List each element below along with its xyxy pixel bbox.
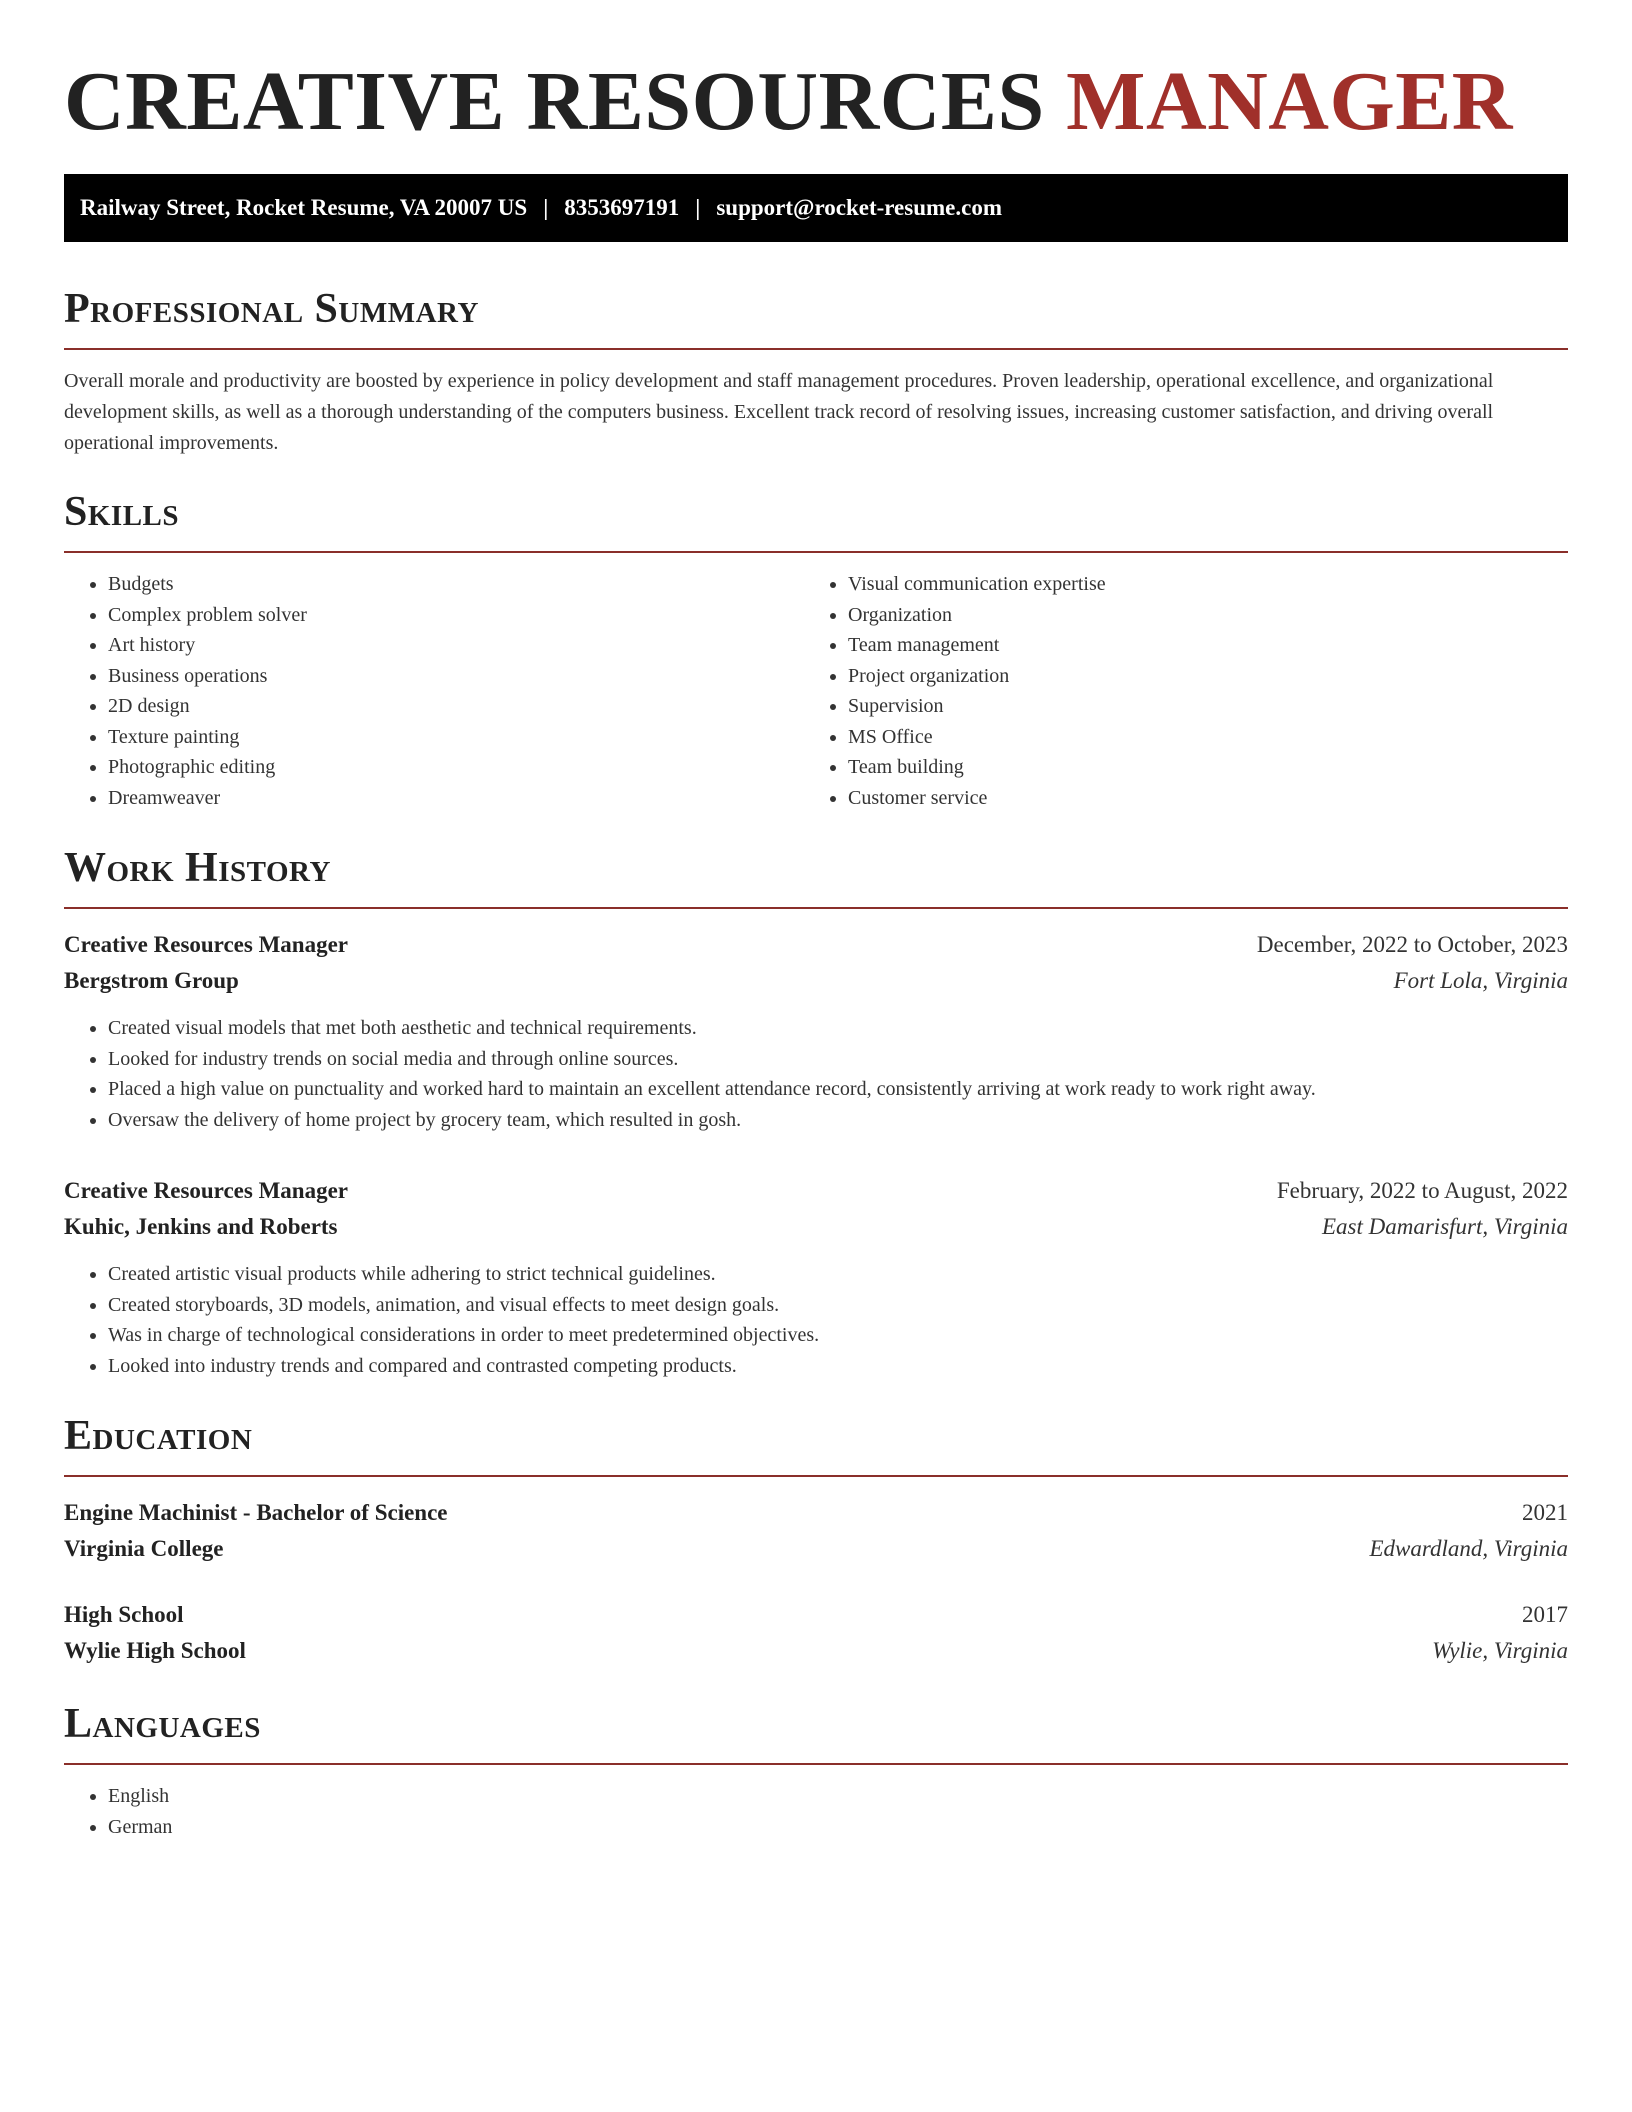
work-history-section xyxy=(64,843,1568,1381)
contact-email: support@rocket-resume.com xyxy=(716,195,1002,220)
summary-text: Overall morale and productivity are boosted by experience in policy development and staff management procedures. Proven leadership, operational excellence, and organizational development skills, as well as a thorough understanding of the computers business. Excellent track record of resolving issues, increasing customer satisfaction, and driving overall operational improvements. xyxy=(64,370,1494,454)
skill-item: • Art history xyxy=(108,630,804,661)
contact-bar xyxy=(64,174,1568,242)
job-title: Creative Resources Manager xyxy=(64,1178,349,1203)
skill-item: • MS Office xyxy=(848,722,1544,753)
job-bullet: • Placed a high value on punctuality and worked hard to maintain an excellent attendance record, consistently arriving at work ready to work right away. xyxy=(108,1074,1568,1105)
job-bullet: • Was in charge of technological considerations in order to meet predetermined objectives. xyxy=(108,1320,1568,1351)
education-section xyxy=(64,1411,1568,1669)
job-entry xyxy=(64,927,1568,1135)
skill-item: • Supervision xyxy=(848,691,1544,722)
job-dates: December, 2022 to October, 2023 xyxy=(1256,932,1568,957)
skill-item: • Visual communication expertise xyxy=(848,569,1544,600)
section-divider xyxy=(64,348,1568,350)
contact-separator: | xyxy=(543,195,549,220)
education-header-row xyxy=(64,1597,1568,1633)
language-item: • German xyxy=(108,1812,1568,1843)
skill-item: • Project organization xyxy=(848,661,1544,692)
education-year: 2021 xyxy=(1522,1500,1568,1525)
skills-columns xyxy=(64,569,1568,813)
education-degree: High School xyxy=(64,1602,184,1627)
skill-item: • Complex problem solver xyxy=(108,600,804,631)
job-bullets xyxy=(64,1259,1568,1381)
education-entry xyxy=(64,1495,1568,1567)
job-bullet: • Oversaw the delivery of home project by grocery team, which resulted in gosh. xyxy=(108,1105,1568,1136)
education-year: 2017 xyxy=(1522,1602,1568,1627)
contact-address: Railway Street, Rocket Resume, VA 20007 US xyxy=(80,195,528,220)
skill-item: • Budgets xyxy=(108,569,804,600)
section-divider xyxy=(64,551,1568,553)
job-bullet: • Created visual models that met both aesthetic and technical requirements. xyxy=(108,1013,1568,1044)
job-header-row xyxy=(64,1173,1568,1209)
education-school: Virginia College xyxy=(64,1536,224,1561)
job-dates: February, 2022 to August, 2022 xyxy=(1276,1178,1568,1203)
skill-item: • Business operations xyxy=(108,661,804,692)
skill-item: • 2D design xyxy=(108,691,804,722)
section-title-work-history: Work History xyxy=(64,845,331,891)
languages-list xyxy=(64,1781,1568,1842)
section-title-education: Education xyxy=(64,1413,253,1459)
skill-item: • Customer service xyxy=(848,783,1544,814)
job-company-row xyxy=(64,963,1568,999)
section-divider xyxy=(64,1475,1568,1477)
section-title-summary: Professional Summary xyxy=(64,286,479,332)
skill-item: • Team management xyxy=(848,630,1544,661)
job-bullet: • Looked for industry trends on social media and through online sources. xyxy=(108,1044,1568,1075)
job-company: Kuhic, Jenkins and Roberts xyxy=(64,1214,338,1239)
name-last: MANAGER xyxy=(1066,55,1513,148)
summary-section xyxy=(64,284,1568,459)
job-company-row xyxy=(64,1209,1568,1245)
section-divider xyxy=(64,1763,1568,1765)
skill-item: • Texture painting xyxy=(108,722,804,753)
job-bullet: • Created storyboards, 3D models, animation, and visual effects to meet design goals. xyxy=(108,1290,1568,1321)
job-entry xyxy=(64,1173,1568,1381)
education-school-row xyxy=(64,1633,1568,1669)
languages-section xyxy=(64,1699,1568,1842)
job-location: East Damarisfurt, Virginia xyxy=(1322,1214,1568,1239)
section-divider xyxy=(64,907,1568,909)
education-school: Wylie High School xyxy=(64,1638,246,1663)
job-bullet: • Created artistic visual products while adhering to strict technical guidelines. xyxy=(108,1259,1568,1290)
education-degree: Engine Machinist - Bachelor of Science xyxy=(64,1500,448,1525)
job-header-row xyxy=(64,927,1568,963)
skill-item: • Organization xyxy=(848,600,1544,631)
job-bullets xyxy=(64,1013,1568,1135)
education-location: Wylie, Virginia xyxy=(1432,1638,1568,1663)
section-title-skills: Skills xyxy=(64,489,180,535)
skill-item: • Team building xyxy=(848,752,1544,783)
skills-section xyxy=(64,487,1568,813)
education-location: Edwardland, Virginia xyxy=(1369,1536,1568,1561)
section-title-languages: Languages xyxy=(64,1701,261,1747)
contact-separator: | xyxy=(695,195,701,220)
resume-name xyxy=(64,0,1568,152)
skill-item: • Dreamweaver xyxy=(108,783,804,814)
skill-item: • Photographic editing xyxy=(108,752,804,783)
skills-list-right xyxy=(804,569,1544,813)
job-bullet: • Looked into industry trends and compared and contrasted competing products. xyxy=(108,1351,1568,1382)
language-item: • English xyxy=(108,1781,1568,1812)
education-school-row xyxy=(64,1531,1568,1567)
name-first: CREATIVE RESOURCES xyxy=(64,55,1045,148)
contact-phone: 8353697191 xyxy=(564,195,680,220)
job-location: Fort Lola, Virginia xyxy=(1393,968,1568,993)
job-company: Bergstrom Group xyxy=(64,968,239,993)
job-title: Creative Resources Manager xyxy=(64,932,349,957)
skills-list-left xyxy=(64,569,804,813)
education-header-row xyxy=(64,1495,1568,1531)
education-entry xyxy=(64,1597,1568,1669)
